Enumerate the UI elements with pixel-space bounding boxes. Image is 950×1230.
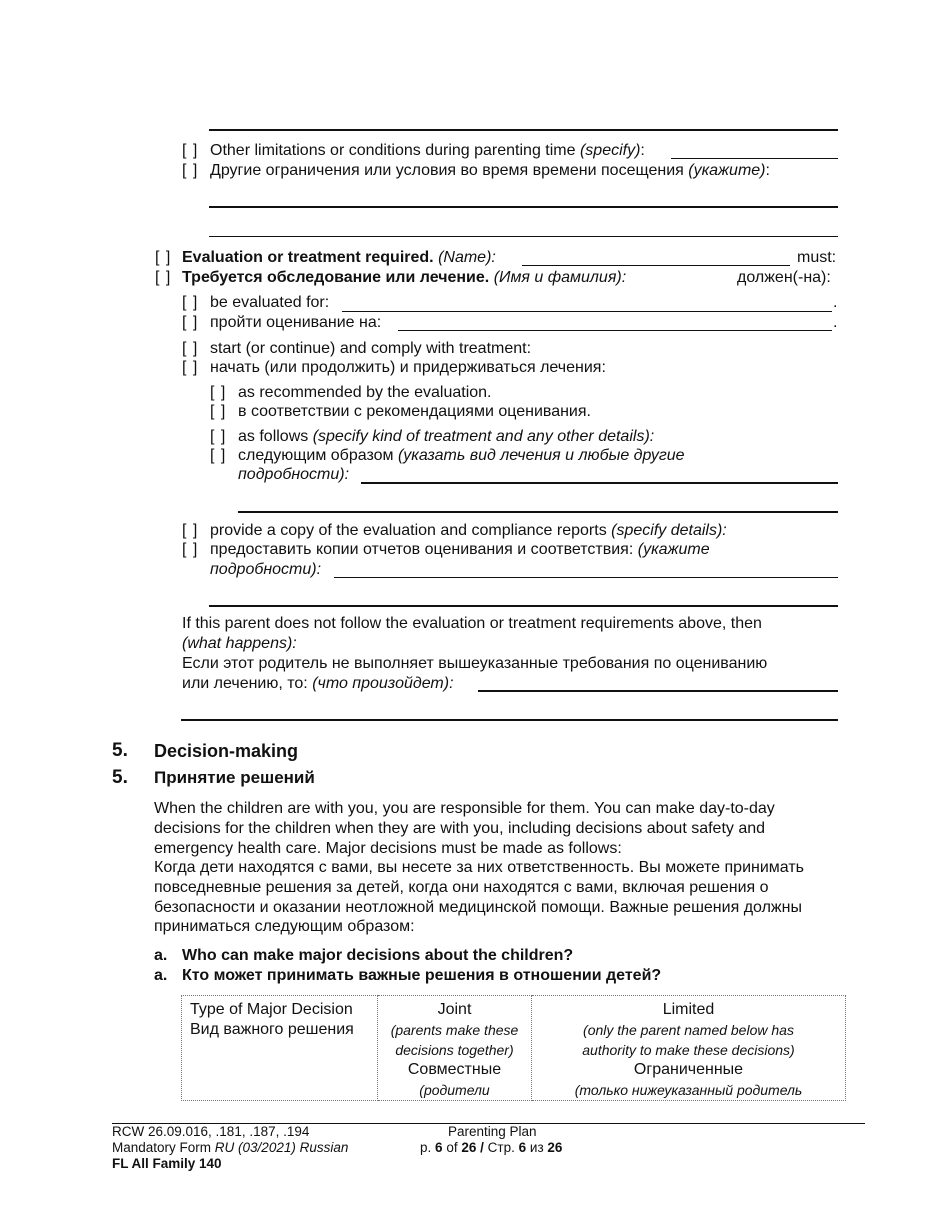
evaluated-fill-line[interactable] [342, 311, 832, 312]
treatment-en-text: start (or continue) and comply with treatment: [210, 340, 532, 357]
footer-doc-title: Parenting Plan [448, 1124, 537, 1139]
treatment-checkbox[interactable]: [ ] [182, 340, 199, 357]
evaluated-period: . [833, 294, 838, 311]
evaluation-name-line[interactable] [522, 265, 790, 266]
consequence-ru-1: Если этот родитель не выполняет вышеуказанные требования по оцениванию [182, 655, 768, 672]
evaluation-must-ru: должен(-на): [737, 269, 831, 286]
copy-fill-line-2[interactable] [209, 605, 838, 607]
follows-ru-text: следующим образом (указать вид лечения и любые другие [238, 447, 685, 464]
subsection-title-ru: Кто может принимать важные решения в отношении детей? [182, 967, 662, 984]
evaluation-must: must: [797, 249, 837, 266]
table-header-type: Type of Major Decision Вид важного решения [182, 996, 378, 1101]
fill-line[interactable] [209, 129, 838, 131]
table-header-limited: Limited (only the parent named below has authority to make these decisions) Ограниченные (только нижеуказанный родитель [532, 996, 846, 1101]
subsection-letter: a. [154, 947, 168, 964]
consequence-en-1: If this parent does not follow the evaluation or treatment requirements above, then [182, 615, 762, 632]
section-title-en: Decision-making [154, 741, 299, 761]
consequence-fill-line[interactable] [478, 690, 838, 692]
copy-ru-text-2: подробности): [210, 561, 322, 578]
evaluated-ru-fill-line[interactable] [398, 330, 832, 331]
checkbox[interactable]: [ ] [182, 142, 199, 159]
evaluated-ru-text: пройти оценивание на: [210, 314, 382, 331]
subsection-title-en: Who can make major decisions about the children? [182, 947, 574, 964]
copy-ru-checkbox[interactable]: [ ] [182, 541, 199, 558]
follows-fill-line-2[interactable] [238, 511, 838, 513]
follows-en-text: as follows (specify kind of treatment and any other details): [238, 428, 655, 445]
follows-ru-checkbox[interactable]: [ ] [210, 447, 227, 464]
copy-fill-line[interactable] [334, 577, 838, 578]
limitations-ru-text: Другие ограничения или условия во время времени посещения (укажите): [210, 162, 770, 179]
treatment-ru-checkbox[interactable]: [ ] [182, 359, 199, 376]
section-paragraph-ru: Когда дети находятся с вами, вы несете за них ответственность. Вы можете принимать повседневные решения за детей, когда они находятся с вами, включая решения о безопасности и оказании неотложной медицинской помощи. Важные решения должны приниматься следующим образом: [154, 859, 804, 936]
limitations-en-text: Other limitations or conditions during parenting time (specify): [210, 142, 645, 159]
decision-table [181, 995, 846, 1101]
footer-form: Mandatory Form RU (03/2021) Russian [112, 1140, 349, 1155]
limitations-en-row [182, 141, 198, 161]
limitations-ru-row [182, 161, 198, 181]
evaluated-checkbox[interactable]: [ ] [182, 294, 199, 311]
section-number: 5. [112, 740, 128, 761]
consequence-fill-line-2[interactable] [181, 719, 838, 721]
consequence-en-2: (what happens): [182, 635, 297, 652]
subsection-letter-ru: a. [154, 967, 168, 984]
copy-checkbox[interactable]: [ ] [182, 522, 199, 539]
recommended-en-text: as recommended by the evaluation. [238, 384, 492, 401]
follows-ru-text-2: подробности): [238, 466, 350, 483]
evaluation-ru-checkbox[interactable]: [ ] [155, 269, 172, 286]
footer-form-id: FL All Family 140 [112, 1156, 222, 1171]
section-title-ru: Принятие решений [154, 768, 315, 787]
table-header-joint: Joint (parents make these decisions together) Совместные (родители [378, 996, 532, 1101]
copy-ru-text: предоставить копии отчетов оценивания и соответствия: (укажите [210, 541, 710, 558]
limitations-fill-line[interactable] [671, 158, 838, 159]
evaluation-en-checkbox[interactable]: [ ] [155, 249, 172, 266]
section-paragraph-en: When the children are with you, you are responsible for them. You can make day-to-day decisions for the children when they are with you, including decisions about safety and emergency health care. Major decisions must be made as follows: [154, 800, 775, 857]
treatment-ru-text: начать (или продолжить) и придерживаться лечения: [210, 359, 606, 376]
checkbox[interactable]: [ ] [182, 162, 199, 179]
fill-line[interactable] [209, 236, 838, 237]
footer-rcw: RCW 26.09.016, .181, .187, .194 [112, 1124, 310, 1139]
fill-line[interactable] [209, 206, 838, 208]
copy-en-text: provide a copy of the evaluation and compliance reports (specify details): [210, 522, 727, 539]
follows-checkbox[interactable]: [ ] [210, 428, 227, 445]
evaluated-ru-checkbox[interactable]: [ ] [182, 314, 199, 331]
table-header-row [182, 996, 846, 1101]
recommended-checkbox[interactable]: [ ] [210, 384, 227, 401]
footer-page-number: p. 6 of 26 / Стр. 6 из 26 [420, 1140, 563, 1155]
recommended-ru-checkbox[interactable]: [ ] [210, 403, 227, 420]
follows-fill-line[interactable] [361, 482, 838, 484]
evaluated-ru-period: . [833, 314, 838, 331]
evaluated-en-text: be evaluated for: [210, 294, 330, 311]
consequence-ru-2: или лечению, то: (что произойдет): [182, 675, 454, 692]
evaluation-en-text: Evaluation or treatment required. (Name): [182, 249, 496, 266]
recommended-ru-text: в соответствии с рекомендациями оценивания. [238, 403, 591, 420]
section-number-ru: 5. [112, 767, 128, 788]
evaluation-ru-text: Требуется обследование или лечение. (Имя и фамилия): [182, 269, 627, 286]
